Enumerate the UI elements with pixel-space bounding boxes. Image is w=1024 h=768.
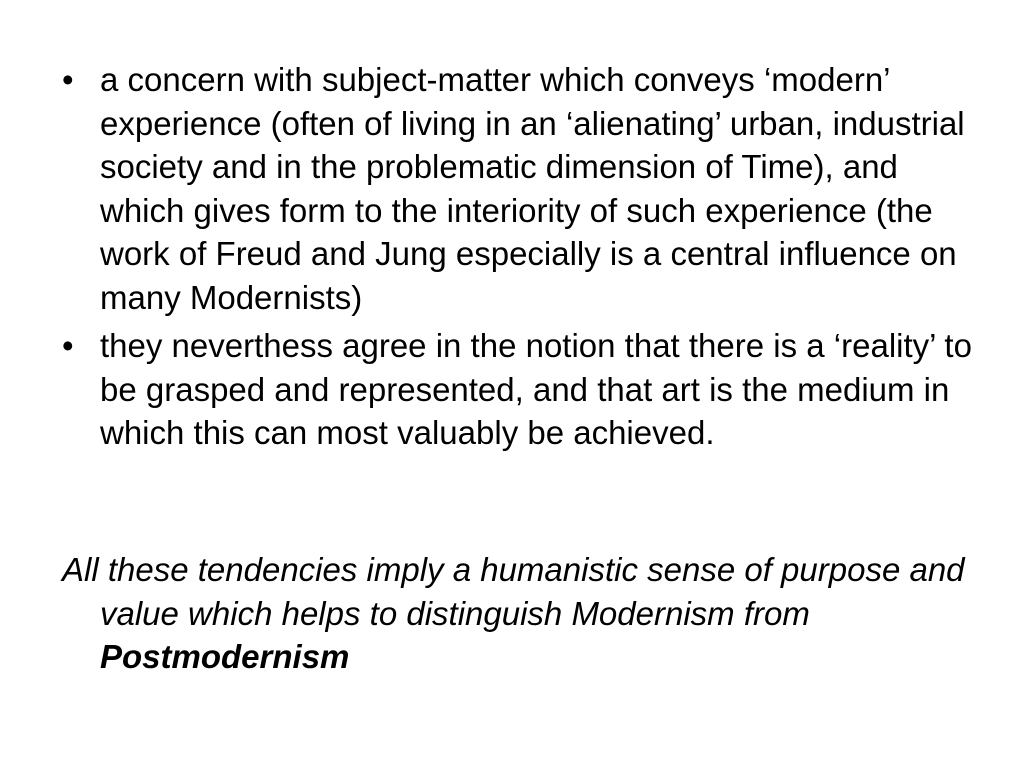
bullet-item-reality — [62, 324, 982, 455]
bullet-list — [62, 58, 982, 460]
bullet-item-modern-experience — [62, 58, 982, 319]
bullet-text: they neverthess agree in the notion that there is a ‘reality’ to be grasped and represented, and that art is the medium in which this can most valuably be achieved. — [100, 327, 972, 451]
closing-emphasis: Postmodernism — [100, 638, 350, 675]
closing-statement — [62, 548, 1020, 679]
bullet-icon: • — [62, 327, 74, 364]
closing-text: All these tendencies imply a humanistic sense of purpose and value which helps to distinguish Modernism from — [62, 551, 965, 632]
bullet-icon: • — [62, 61, 74, 98]
bullet-text: a concern with subject-matter which conveys ‘modern’ experience (often of living in an ‘alienating’ urban, industrial society and in the problematic dimension of Time), and which gives form to the interiority of such experience (the work of Freud and Jung especially is a central influence on many Modernists) — [100, 61, 965, 316]
